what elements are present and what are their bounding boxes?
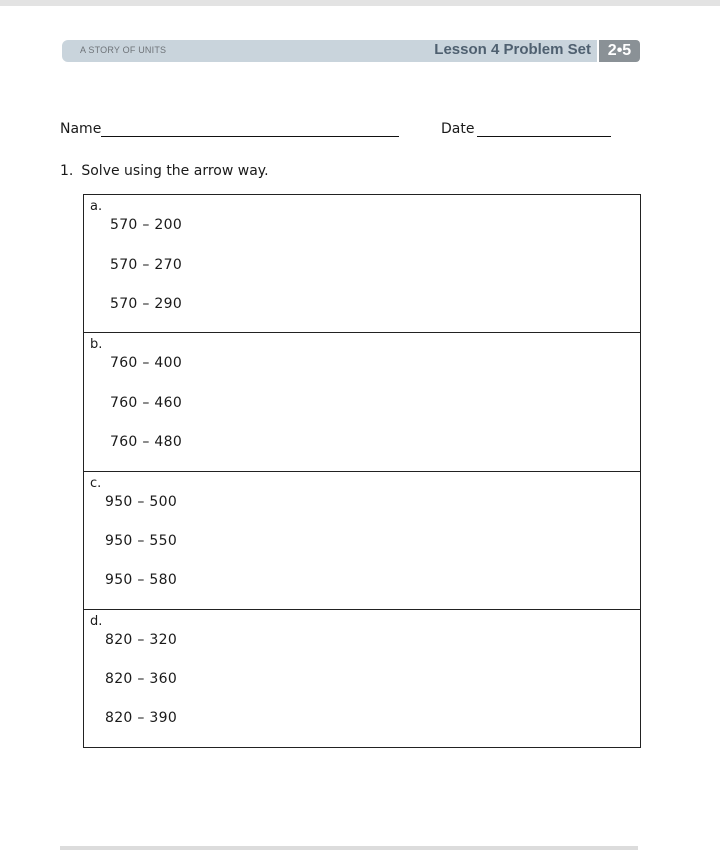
problem-expression: 760 – 460 bbox=[110, 395, 183, 411]
problem-expression: 570 – 270 bbox=[110, 257, 183, 273]
problem-expression: 950 – 550 bbox=[105, 533, 178, 549]
date-field[interactable] bbox=[477, 136, 611, 137]
date-label: Date bbox=[441, 121, 475, 137]
problem-expression: 570 – 200 bbox=[110, 217, 183, 233]
instruction-text: Solve using the arrow way. bbox=[81, 163, 269, 179]
problem-expression: 820 – 320 bbox=[105, 632, 178, 648]
footer-divider bbox=[60, 846, 638, 850]
problem-expression: 950 – 500 bbox=[105, 494, 178, 510]
problem-expression: 950 – 580 bbox=[105, 572, 178, 588]
top-page-strip bbox=[0, 0, 720, 6]
section-d bbox=[84, 610, 640, 747]
name-field[interactable] bbox=[101, 136, 399, 137]
section-letter: a. bbox=[90, 199, 103, 214]
problem-expression: 760 – 480 bbox=[110, 434, 183, 450]
grade-module-badge: 2•5 bbox=[599, 40, 640, 62]
problem-table bbox=[83, 194, 641, 748]
section-letter: b. bbox=[90, 337, 103, 352]
section-c bbox=[84, 472, 640, 610]
problem-expression: 570 – 290 bbox=[110, 296, 183, 312]
question-instruction bbox=[60, 163, 269, 179]
problem-expression: 760 – 400 bbox=[110, 355, 183, 371]
page-header bbox=[62, 40, 597, 62]
problem-expression: 820 – 390 bbox=[105, 710, 178, 726]
problem-expression: 820 – 360 bbox=[105, 671, 178, 687]
lesson-title: Lesson 4 Problem Set bbox=[434, 41, 591, 58]
section-letter: c. bbox=[90, 476, 102, 491]
brand-label: A STORY OF UNITS bbox=[80, 45, 167, 55]
section-b bbox=[84, 333, 640, 472]
question-number: 1. bbox=[60, 163, 74, 179]
section-a bbox=[84, 195, 640, 333]
section-letter: d. bbox=[90, 614, 103, 629]
name-label: Name bbox=[60, 121, 102, 137]
